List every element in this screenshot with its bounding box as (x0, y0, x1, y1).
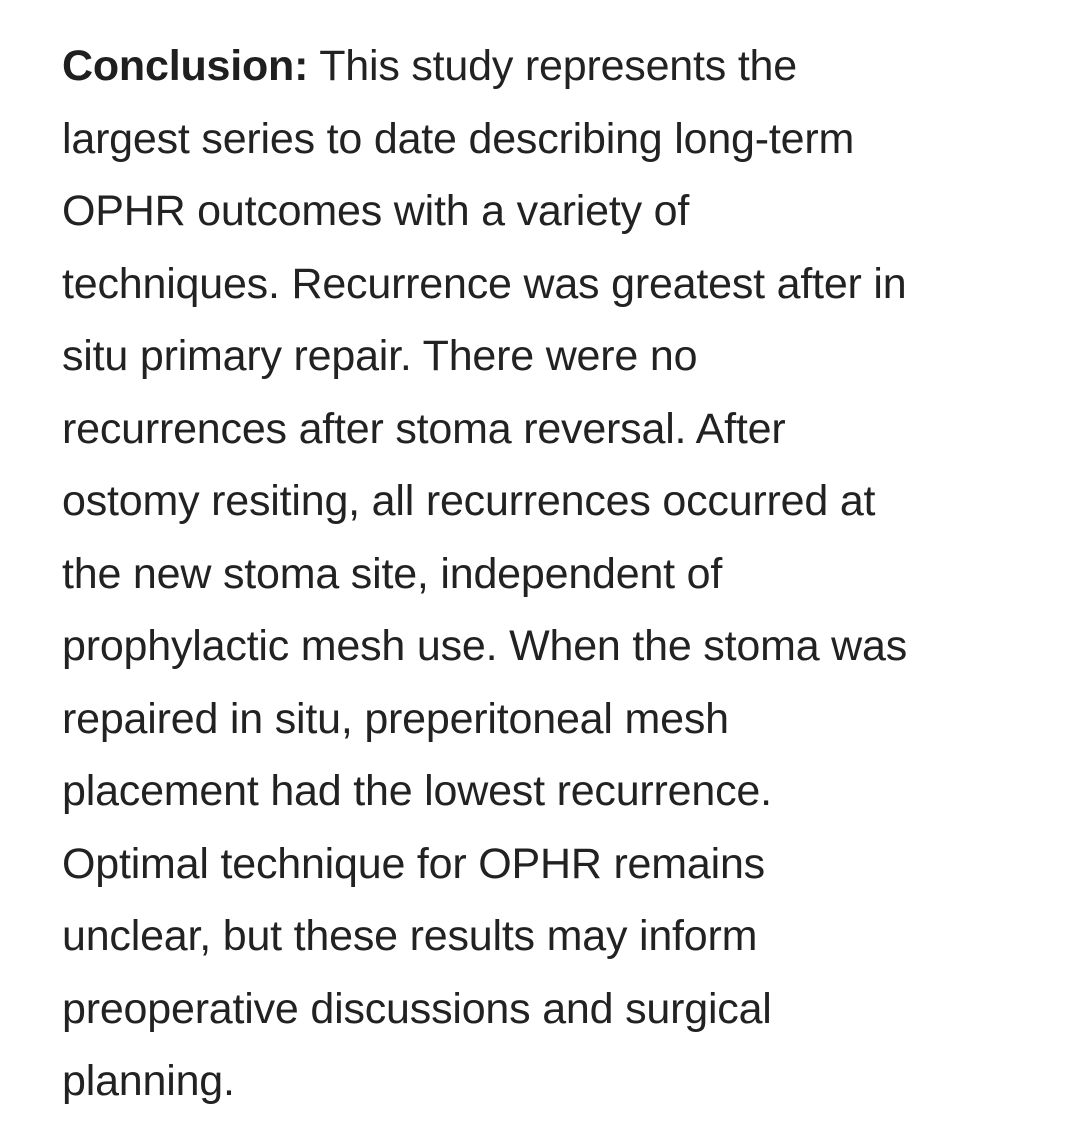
text-line-2: largest series to date describing long-term (62, 114, 855, 163)
text-line-13: unclear, but these results may inform (62, 912, 758, 960)
text-line-6: recurrences after stoma reversal. After (62, 404, 786, 453)
text-line-7: ostomy resiting, all recurrences occurred at (62, 477, 876, 525)
text-line-15: planning. (62, 1057, 235, 1105)
text-line-10: repaired in situ, preperitoneal mesh (62, 694, 729, 743)
text-line-4: techniques. Recurrence was greatest after in (62, 259, 907, 308)
text-line-1 (62, 30, 1052, 103)
text-line-12: Optimal technique for OPHR remains (62, 839, 765, 888)
text-line-14: preoperative discussions and surgical (62, 984, 772, 1033)
text-line-3: OPHR outcomes with a variety of (62, 187, 690, 235)
text-line-8: the new stoma site, independent of (62, 549, 723, 598)
text-line-1-body: This study represents the (308, 42, 797, 90)
text-line-5: situ primary repair. There were no (62, 332, 698, 380)
conclusion-label: Conclusion: (62, 42, 309, 90)
text-line-11: placement had the lowest recurrence. (62, 767, 772, 815)
conclusion-paragraph (62, 30, 1052, 1118)
text-line-9: prophylactic mesh use. When the stoma was (62, 622, 908, 670)
